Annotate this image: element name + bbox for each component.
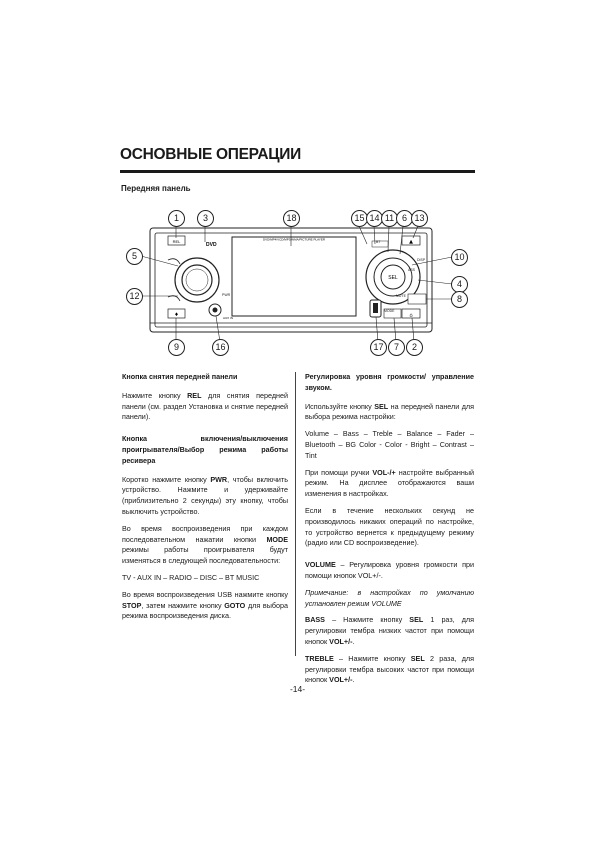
heading-panel-release: Кнопка снятия передней панели — [122, 372, 238, 381]
front-panel-diagram — [0, 0, 595, 360]
disp-label: DISP — [417, 258, 426, 262]
dvd-logo: DVD — [206, 242, 217, 248]
mode-button-label: MODE — [384, 309, 395, 313]
paragraph: При помощи ручки VOL-/+ настройте выбранный режим. На дисплее отображаются ваши изменения в настройках. — [305, 467, 474, 499]
aux-in-label: AUX IN — [223, 316, 234, 320]
screen-caption: DVD/MP4/VCD/MP3/WMA/PICTURE PLAYER — [262, 237, 326, 242]
vol-knob-left-inner — [182, 265, 212, 295]
callout-4: 4 — [451, 276, 468, 293]
bt-label: BT — [376, 240, 381, 244]
paragraph-volume: VOLUME – Регулировка уровня громкости при помощи кнопок VOL+/-. — [305, 560, 474, 580]
heading-volume-sound: Регулировка уровня громкости/ управление звуком. — [305, 372, 474, 392]
heading-power-mode: Кнопка включения/выключения проигрывателя/Выбор режима работы ресивера — [122, 434, 288, 465]
callout-9: 9 — [168, 339, 185, 356]
callout-18: 18 — [283, 210, 300, 227]
rel-button-label: REL — [172, 239, 181, 244]
callout-16: 16 — [212, 339, 229, 356]
callout-3: 3 — [197, 210, 214, 227]
paragraph-treble: TREBLE – Нажмите кнопку SEL 2 раза, для регулировки тембра высоких частот при помощи кнопок VOL+/-. — [305, 653, 474, 685]
paragraph-bass: BASS – Нажмите кнопку SEL 1 раз, для регулировки тембра низких частот при помощи кнопок VOL+/-. — [305, 615, 475, 646]
callout-17: 17 — [370, 339, 387, 356]
mode-sequence: TV - AUX IN – RADIO – DISC – BT MUSIC — [122, 572, 260, 582]
callout-8: 8 — [451, 291, 468, 308]
svg-text:⌂: ⌂ — [409, 312, 413, 319]
mute-button-label: MUTE — [396, 294, 406, 298]
paragraph: Если в течение нескольких секунд не производилось никаких операций по настройке, то устройство вернется к предыдущему режиму (радио или CD воспроизведение). — [305, 505, 474, 548]
callout-5: 5 — [126, 248, 143, 265]
svg-text:♦: ♦ — [174, 312, 179, 318]
callout-6: 6 — [396, 210, 413, 227]
page-number: -14- — [289, 684, 306, 694]
paragraph: Во время воспроизведения при каждом последовательном нажатии кнопки MODE режимы работы проигрывателя будут изменяться в следующей последовательности: — [122, 523, 288, 566]
callout-10: 10 — [451, 249, 468, 266]
page-title: ОСНОВНЫЕ ОПЕРАЦИИ — [120, 146, 301, 163]
callout-15: 15 — [351, 210, 368, 227]
paragraph: Нажмите кнопку REL для снятия передней панели (см. раздел Установка и снятие передней панели). — [122, 390, 288, 422]
callout-1: 1 — [168, 210, 185, 227]
paragraph: Во время воспроизведения USB нажмите кнопку STOP, затем нажмите кнопку GOTO для выбора режима воспроизведения диска. — [122, 589, 288, 621]
svg-text:▲: ▲ — [409, 239, 413, 245]
paragraph: Используйте кнопку SEL на передней панели для выбора режима настройки: — [305, 401, 474, 422]
display-screen — [232, 237, 356, 316]
callout-11: 11 — [381, 210, 398, 227]
pwr-label: PWR — [222, 293, 231, 297]
settings-sequence: Volume – Bass – Treble – Balance – Fader – Bluetooth – BG Color - Color - Bright – Contrast – Tint — [305, 429, 474, 460]
callout-2: 2 — [406, 339, 423, 356]
right-column — [305, 372, 474, 692]
left-column — [122, 372, 288, 628]
callout-12: 12 — [126, 288, 143, 305]
mute-button — [408, 294, 426, 304]
section-heading: Передняя панель — [121, 184, 191, 193]
callout-13: 13 — [411, 210, 428, 227]
callout-14: 14 — [366, 210, 383, 227]
column-divider — [295, 372, 296, 656]
sel-button-label: SEL — [388, 275, 398, 281]
paragraph: Коротко нажмите кнопку PWR, чтобы включить устройство. Нажмите и удерживайте (приблизительно 2 секунды) эту кнопку, чтобы выключить устройство. — [122, 474, 288, 516]
callout-7: 7 — [388, 339, 405, 356]
note: Примечание: в настройках по умолчанию установлен режим VOLUME — [305, 587, 474, 608]
ass-label: ASS — [408, 268, 416, 272]
